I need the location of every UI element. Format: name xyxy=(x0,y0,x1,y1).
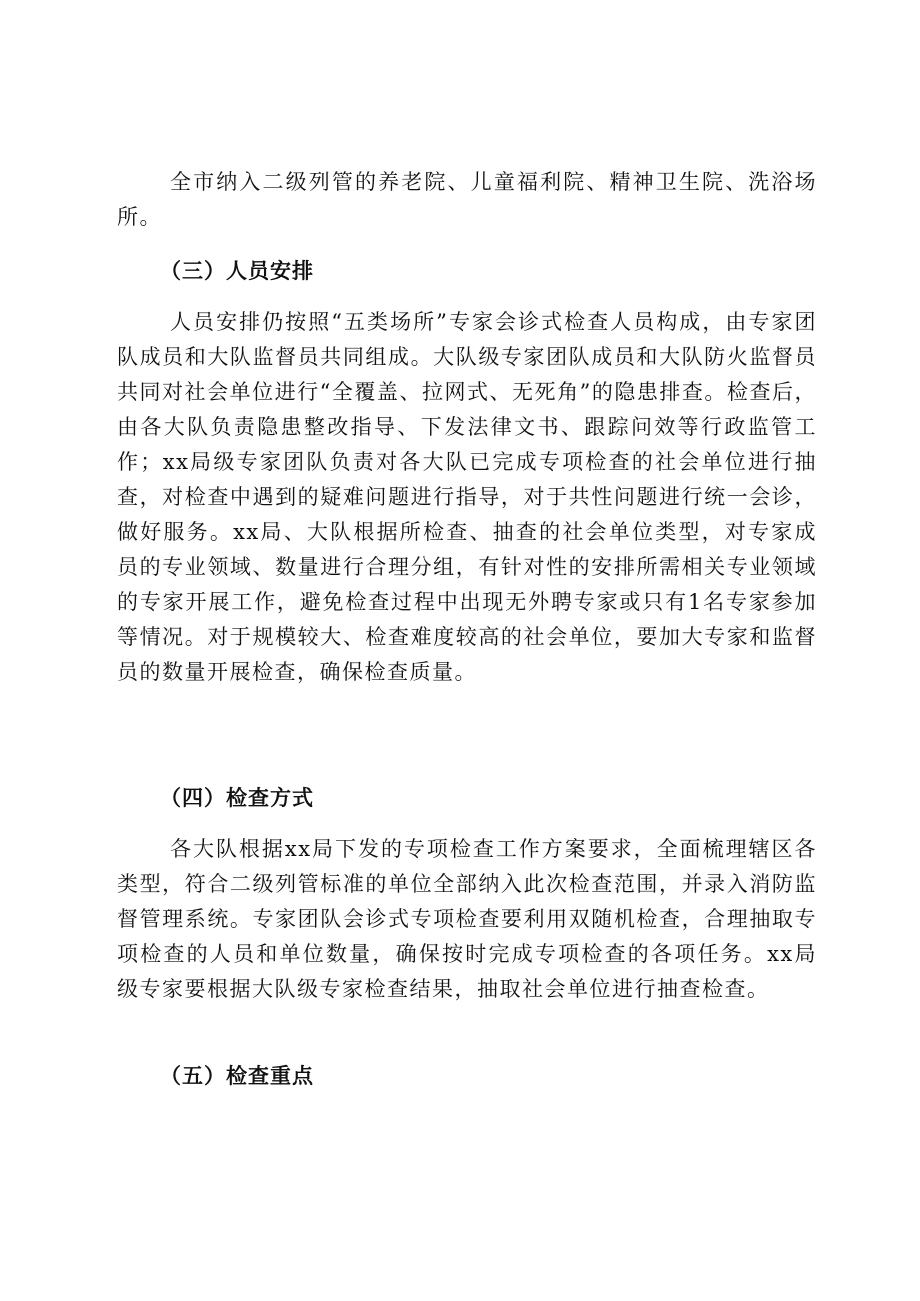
section-heading-inspection-method: （四）检查方式 xyxy=(160,785,314,810)
section-heading-staffing: （三）人员安排 xyxy=(160,258,314,283)
paragraph-inspection-scope: 全市纳入二级列管的养老院、儿童福利院、精神卫生院、洗浴场所。 xyxy=(117,170,817,229)
paragraph-inspection-method: 各大队根据xx局下发的专项检查工作方案要求，全面梳理辖区各类型，符合二级列管标准的单位全部纳入此次检查范围，并录入消防监督管理系统。专家团队会诊式专项检查要利用双随机检查，合理抽取专项检查的人员和单位数量，确保按时完成专项检查的各项任务。xx局级专家要根据大队级专家检查结果，抽取社会单位进行抽查检查。 xyxy=(117,837,817,1001)
paragraph-staffing: 人员安排仍按照“五类场所”专家会诊式检查人员构成，由专家团队成员和大队监督员共同组成。大队级专家团队成员和大队防火监督员共同对社会单位进行“全覆盖、拉网式、无死角”的隐患排查。检查后，由各大队负责隐患整改指导、下发法律文书、跟踪问效等行政监管工作；xx局级专家团队负责对各大队已完成专项检查的社会单位进行抽查，对检查中遇到的疑难问题进行指导，对于共性问题进行统一会诊，做好服务。xx局、大队根据所检查、抽查的社会单位类型，对专家成员的专业领域、数量进行合理分组，有针对性的安排所需相关专业领域的专家开展工作，避免检查过程中出现无外聘专家或只有1名专家参加等情况。对于规模较大、检查难度较高的社会单位，要加大专家和监督员的数量开展检查，确保检查质量。 xyxy=(117,310,817,684)
section-heading-inspection-focus: （五）检查重点 xyxy=(160,1063,314,1088)
